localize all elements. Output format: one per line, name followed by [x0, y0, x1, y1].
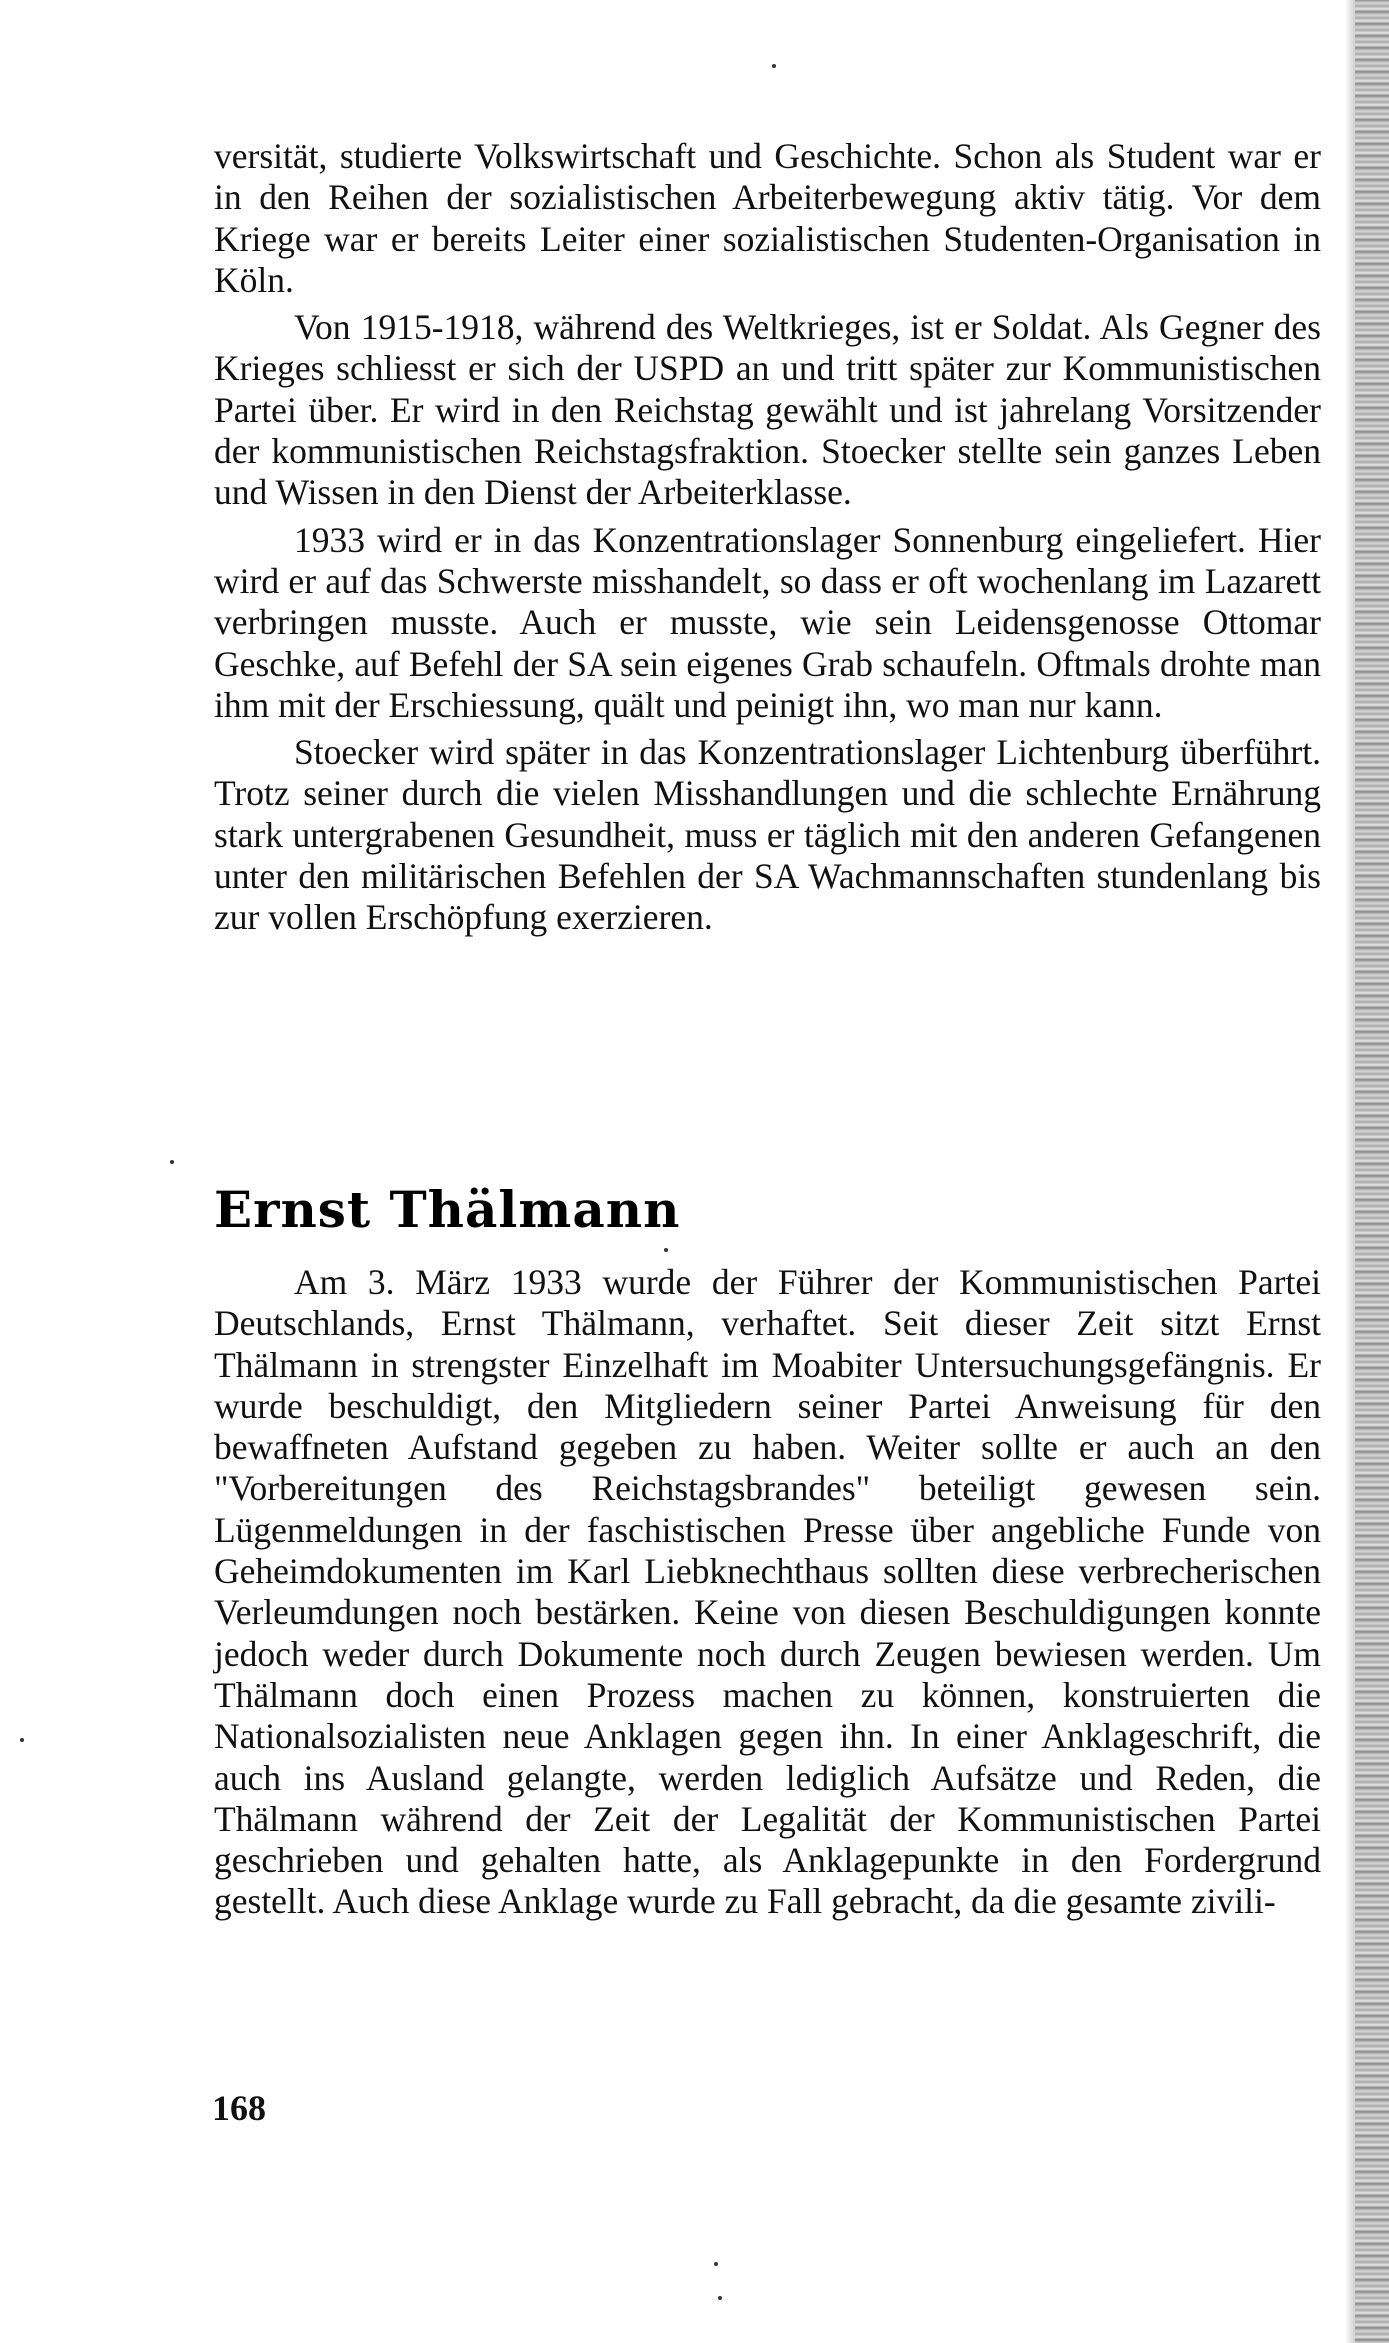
page-number: 168	[212, 2088, 266, 2128]
page-edge-shade	[1345, 0, 1355, 2343]
scan-speck	[664, 1248, 668, 1252]
scan-speck	[772, 64, 776, 68]
upper-text-section	[214, 136, 1321, 939]
paragraph-1: versität, studierte Volkswirtschaft und Geschichte. Schon als Student war er in den Reihen der sozialistischen Arbeiterbewegung aktiv tätig. Vor dem Kriege war er bereits Leiter einer sozialistischen Studenten-Organisation in Köln.	[214, 136, 1321, 300]
lower-text-section	[214, 1262, 1321, 1923]
paragraph-3: 1933 wird er in das Konzentrationslager Sonnenburg eingeliefert. Hier wird er auf das Schwerste misshandelt, so dass er oft wochenlang im Lazarett verbringen musste. Auch er musste, wie sein Leidensgenosse Ottomar Geschke, auf Befehl der SA sein eigenes Grab schaufeln. Oftmals drohte man ihm mit der Erschiessung, quält und peinigt ihn, wo man nur kann.	[214, 519, 1321, 725]
scanned-page-edge	[1355, 0, 1389, 2343]
paragraph-5: Am 3. März 1933 wurde der Führer der Kommunistischen Partei Deutschlands, Ernst Thälmann, verhaftet. Seit dieser Zeit sitzt Ernst Thälmann in strengster Einzelhaft im Moabiter Untersuchungsgefängnis. Er wurde beschuldigt, den Mitgliedern seiner Partei Anweisung für den bewaffneten Aufstand gegeben zu haben. Weiter sollte er auch an den "Vorbereitungen des Reichstagsbrandes" beteiligt gewesen sein. Lügenmeldungen in der faschistischen Presse über angebliche Funde von Geheimdokumenten im Karl Liebknechthaus sollten diese verbrecherischen Verleumdungen noch bestärken. Keine von diesen Beschuldigungen konnte jedoch weder durch Dokumente noch durch Zeugen bewiesen werden. Um Thälmann doch einen Prozess machen zu können, konstruierten die Nationalsozialisten neue Anklagen gegen ihn. In einer Anklageschrift, die auch ins Ausland gelangte, werden lediglich Aufsätze und Reden, die Thälmann während der Zeit der Legalität der Kommunistischen Partei geschrieben und gehalten hatte, als Anklagepunkte in den Fordergrund gestellt. Auch diese Anklage wurde zu Fall gebracht, da die gesamte zivili-	[214, 1262, 1321, 1922]
scan-speck	[20, 1738, 24, 1742]
paragraph-4: Stoecker wird später in das Konzentrationslager Lichtenburg überführt. Trotz seiner durch die vielen Misshandlungen und die schlechte Ernährung stark untergrabenen Gesundheit, muss er täglich mit den anderen Gefangenen unter den militärischen Befehlen der SA Wachmannschaften stundenlang bis zur vollen Erschöpfung exerzieren.	[214, 732, 1321, 938]
section-heading: Ernst Thälmann	[214, 1180, 681, 1239]
scan-speck	[170, 1160, 174, 1164]
paragraph-2: Von 1915-1918, während des Weltkrieges, ist er Soldat. Als Gegner des Krieges schliesst er sich der USPD an und tritt später zur Kommunistischen Partei über. Er wird in den Reichstag gewählt und ist jahrelang Vorsitzender der kommunistischen Reichstagsfraktion. Stoecker stellte sein ganzes Leben und Wissen in den Dienst der Arbeiterklasse.	[214, 307, 1321, 513]
scan-speck	[714, 2262, 718, 2266]
scan-speck	[718, 2296, 722, 2300]
